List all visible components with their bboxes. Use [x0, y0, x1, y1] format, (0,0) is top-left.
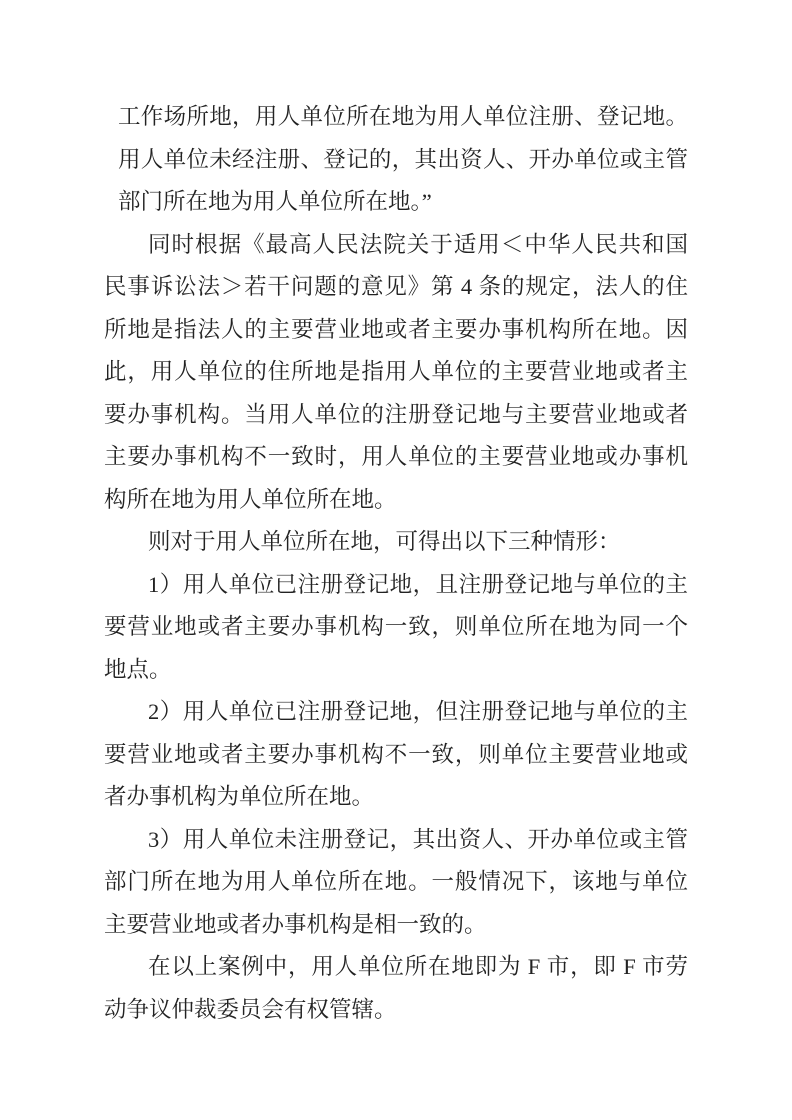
text-line: 在以上案例中，用人单位所在地即为 F 市，即 F 市劳	[148, 954, 688, 979]
text-line: 主要办事机构不一致时，用人单位的主要营业地或办事机	[104, 444, 688, 469]
text-line: 构所在地为用人单位所在地。	[104, 486, 397, 512]
document-body	[104, 96, 688, 1031]
text-line: 3）用人单位未注册登记，其出资人、开办单位或主管	[148, 826, 688, 852]
text-line: 要营业地或者主要办事机构不一致，则单位主要营业地或	[104, 741, 688, 767]
text-line: 民事诉讼法＞若干问题的意见》第 4 条的规定，法人的住	[104, 274, 688, 299]
text-line: 动争议仲裁委员会有权管辖。	[104, 996, 397, 1022]
text-line: 地点。	[104, 656, 172, 682]
text-line: 部门所在地为用人单位所在地。一般情况下，该地与单位	[104, 869, 688, 894]
text-line: 工作场所地，用人单位所在地为用人单位注册、登记地。	[118, 104, 688, 129]
text-line: 同时根据《最高人民法院关于适用＜中华人民共和国	[148, 231, 688, 257]
text-line: 部门所在地为用人单位所在地。”	[118, 189, 432, 214]
text-line: 此，用人单位的住所地是指用人单位的主要营业地或者主	[104, 359, 688, 384]
text-line: 2）用人单位已注册登记地，但注册登记地与单位的主	[148, 699, 688, 724]
text-line: 要营业地或者主要办事机构一致，则单位所在地为同一个	[104, 614, 688, 639]
text-line: 用人单位未经注册、登记的，其出资人、开办单位或主管	[118, 146, 688, 172]
text-line: 者办事机构为单位所在地。	[104, 784, 375, 809]
text-line: 所地是指法人的主要营业地或者主要办事机构所在地。因	[104, 316, 688, 342]
text-line: 则对于用人单位所在地，可得出以下三种情形：	[148, 529, 621, 554]
text-line: 1）用人单位已注册登记地，且注册登记地与单位的主	[148, 571, 688, 597]
text-line: 要办事机构。当用人单位的注册登记地与主要营业地或者	[104, 401, 688, 427]
text-line: 主要营业地或者办事机构是相一致的。	[104, 911, 487, 937]
